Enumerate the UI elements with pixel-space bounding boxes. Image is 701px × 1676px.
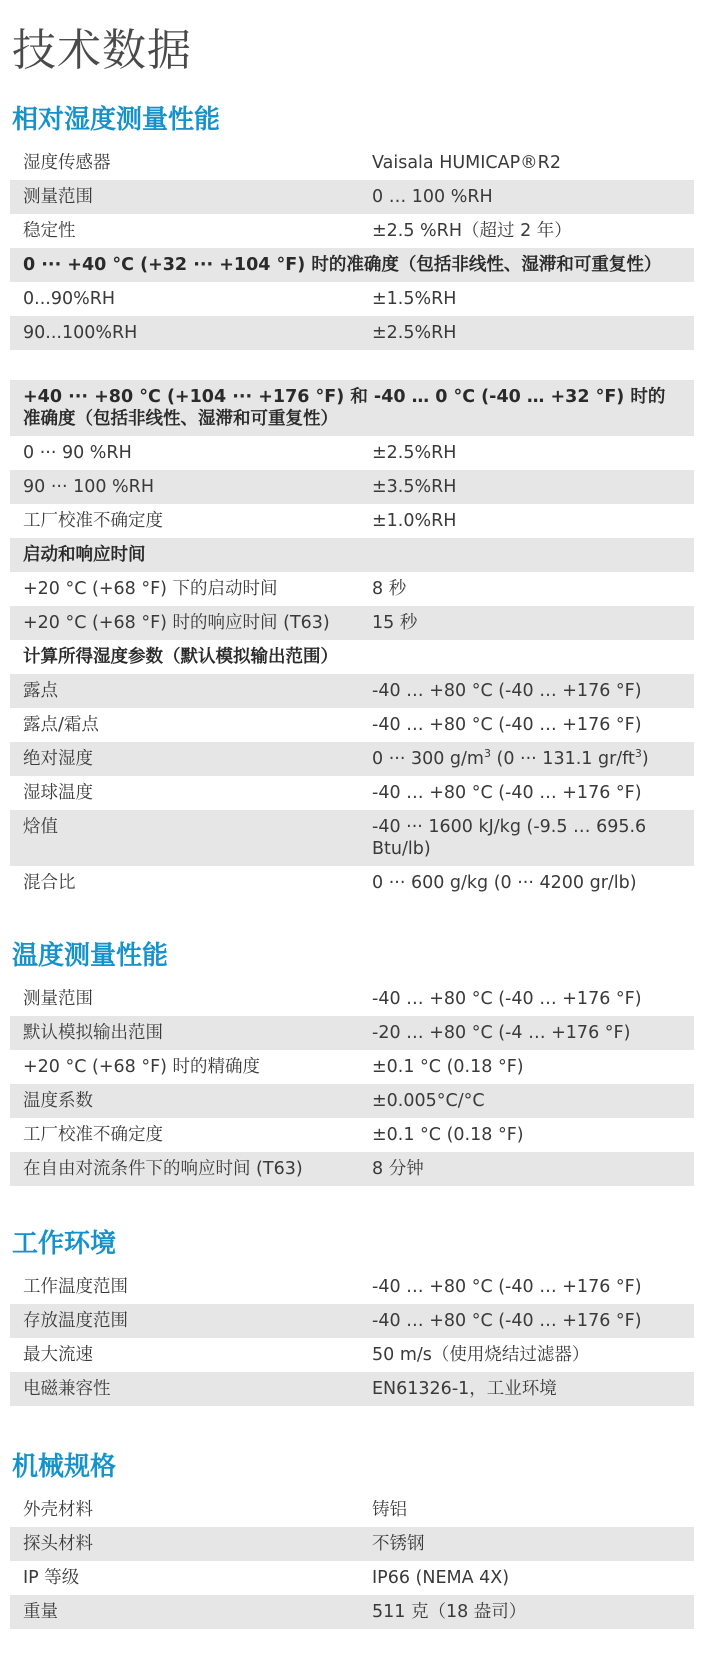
table-row: [10, 1084, 694, 1118]
spec-value: ±3.5%RH: [372, 477, 457, 497]
spec-label: 测量范围: [23, 989, 93, 1009]
spec-value: ±2.5 %RH（超过 2 年）: [372, 221, 572, 241]
spec-label: 探头材料: [23, 1534, 93, 1554]
spec-label: 外壳材料: [23, 1500, 93, 1520]
spec-value: ±2.5%RH: [372, 323, 457, 343]
spec-label: 工厂校准不确定度: [23, 1125, 163, 1145]
spec-label: 重量: [23, 1602, 58, 1622]
spec-value: 8 分钟: [372, 1159, 424, 1179]
table-row: [10, 1372, 694, 1406]
spec-label: 湿度传感器: [23, 153, 111, 173]
section-heading-environment: 工作环境: [12, 1229, 117, 1259]
spec-value: -20 … +80 °C (-4 … +176 °F): [372, 1023, 631, 1043]
spec-label: 0 ··· 90 %RH: [23, 443, 132, 463]
spec-value: 0 ··· 600 g/kg (0 ··· 4200 gr/lb): [372, 873, 637, 893]
spec-label: 混合比: [23, 873, 76, 893]
spec-value: 50 m/s（使用烧结过滤器）: [372, 1345, 590, 1365]
spec-value: -40 ··· 1600 kJ/kg (-9.5 … 695.6 Btu/lb): [372, 817, 647, 859]
table-row: [10, 1595, 694, 1629]
spec-value: ±0.1 °C (0.18 °F): [372, 1057, 524, 1077]
spec-label: 稳定性: [23, 221, 76, 241]
section-environment: [0, 1226, 701, 1406]
spec-label: +20 °C (+68 °F) 下的启动时间: [23, 579, 278, 599]
table-row: [10, 1050, 694, 1084]
spec-value: -40 … +80 °C (-40 … +176 °F): [372, 1277, 642, 1297]
table-row: [10, 316, 694, 350]
spec-label: +20 °C (+68 °F) 时的精确度: [23, 1057, 261, 1077]
spec-label: 绝对湿度: [23, 749, 93, 769]
section-heading-mechanical: 机械规格: [12, 1452, 117, 1482]
spec-value: Vaisala HUMICAP®R2: [372, 153, 561, 173]
spec-value: 15 秒: [372, 613, 418, 633]
spec-label: 湿球温度: [23, 783, 93, 803]
subheader-startup-response: 启动和响应时间: [23, 545, 146, 565]
table-row: [10, 214, 694, 248]
spec-value: 8 秒: [372, 579, 407, 599]
subheader-calculated-parameters: 计算所得湿度参数（默认模拟输出范围）: [23, 647, 338, 667]
environment-spec-table: [10, 1270, 694, 1406]
subheader-accuracy-0-40: 0 ··· +40 °C (+32 ··· +104 °F) 时的准确度（包括非线性、湿滞和可重复性）: [23, 255, 662, 275]
spec-value: 0 … 100 %RH: [372, 187, 493, 207]
section-humidity: [0, 102, 701, 900]
table-row: [10, 1493, 694, 1527]
spec-value: [372, 748, 694, 770]
table-row: [10, 504, 694, 538]
superscript: 3: [634, 747, 642, 761]
table-row: [10, 180, 694, 214]
spec-value: -40 … +80 °C (-40 … +176 °F): [372, 715, 642, 735]
spec-value: 铸铝: [372, 1500, 407, 1520]
spec-label: 工厂校准不确定度: [23, 511, 163, 531]
page-title: 技术数据: [12, 25, 192, 76]
spec-value: ±1.5%RH: [372, 289, 457, 309]
table-row: [10, 866, 694, 900]
table-row: [10, 1527, 694, 1561]
table-row: [10, 1152, 694, 1186]
spec-label: 温度系数: [23, 1091, 93, 1111]
row-spacer: [10, 350, 694, 380]
spec-label: 90 ··· 100 %RH: [23, 477, 154, 497]
humidity-spec-table: [10, 146, 694, 900]
section-mechanical: [0, 1449, 701, 1629]
section-heading-temperature: 温度测量性能: [12, 941, 169, 971]
spec-label: 测量范围: [23, 187, 93, 207]
spec-label: 焓值: [23, 817, 58, 837]
table-row: [10, 810, 694, 866]
table-row: [10, 1118, 694, 1152]
table-row: [10, 742, 694, 776]
spec-value: -40 … +80 °C (-40 … +176 °F): [372, 681, 642, 701]
spec-label: 90...100%RH: [23, 323, 138, 343]
superscript: 3: [483, 747, 491, 761]
table-row: [10, 606, 694, 640]
value-part: ): [641, 749, 649, 769]
spec-label: IP 等级: [23, 1568, 80, 1588]
section-heading-humidity: 相对湿度测量性能: [12, 105, 221, 135]
table-row: [10, 982, 694, 1016]
spec-label: +20 °C (+68 °F) 时的响应时间 (T63): [23, 613, 330, 633]
table-row: [10, 708, 694, 742]
spec-value: -40 … +80 °C (-40 … +176 °F): [372, 989, 642, 1009]
table-row: [10, 776, 694, 810]
spec-value: ±0.1 °C (0.18 °F): [372, 1125, 524, 1145]
section-temperature: [0, 938, 701, 1186]
spec-label: 工作温度范围: [23, 1277, 128, 1297]
table-subheader: [10, 640, 694, 674]
table-row: [10, 1270, 694, 1304]
table-row: [10, 572, 694, 606]
table-subheader: [10, 538, 694, 572]
mechanical-spec-table: [10, 1493, 694, 1629]
value-part: (0 ··· 131.1 gr/ft: [490, 749, 635, 769]
spec-value: 511 克（18 盎司）: [372, 1602, 527, 1622]
spec-value: ±1.0%RH: [372, 511, 457, 531]
spec-value: -40 … +80 °C (-40 … +176 °F): [372, 1311, 642, 1331]
value-part: 0 ··· 300 g/m: [372, 749, 484, 769]
spec-label: 0...90%RH: [23, 289, 116, 309]
spec-value: EN61326-1，工业环境: [372, 1379, 557, 1399]
spec-label: 存放温度范围: [23, 1311, 128, 1331]
table-row: [10, 436, 694, 470]
table-row: [10, 282, 694, 316]
table-subheader: [10, 248, 694, 282]
subheader-accuracy-extended: +40 ··· +80 °C (+104 ··· +176 °F) 和 -40 … 0 °C (-40 … +32 °F) 时的准确度（包括非线性、湿滞和可重复性）: [23, 387, 666, 429]
spec-label: 在自由对流条件下的响应时间 (T63): [23, 1159, 303, 1179]
table-row: [10, 1561, 694, 1595]
table-row: [10, 470, 694, 504]
spec-label: 默认模拟输出范围: [23, 1023, 163, 1043]
table-row: [10, 1304, 694, 1338]
spec-value: ±0.005°C/°C: [372, 1091, 485, 1111]
spec-label: 电磁兼容性: [23, 1379, 111, 1399]
spec-value: ±2.5%RH: [372, 443, 457, 463]
table-row: [10, 146, 694, 180]
table-subheader: [10, 380, 694, 436]
spec-value: 不锈钢: [372, 1534, 425, 1554]
spec-value: IP66 (NEMA 4X): [372, 1568, 510, 1588]
spec-label: 最大流速: [23, 1345, 93, 1365]
spec-value: -40 … +80 °C (-40 … +176 °F): [372, 783, 642, 803]
spec-label: 露点: [23, 681, 58, 701]
temperature-spec-table: [10, 982, 694, 1186]
table-row: [10, 674, 694, 708]
table-row: [10, 1338, 694, 1372]
spec-label: 露点/霜点: [23, 715, 99, 735]
table-row: [10, 1016, 694, 1050]
